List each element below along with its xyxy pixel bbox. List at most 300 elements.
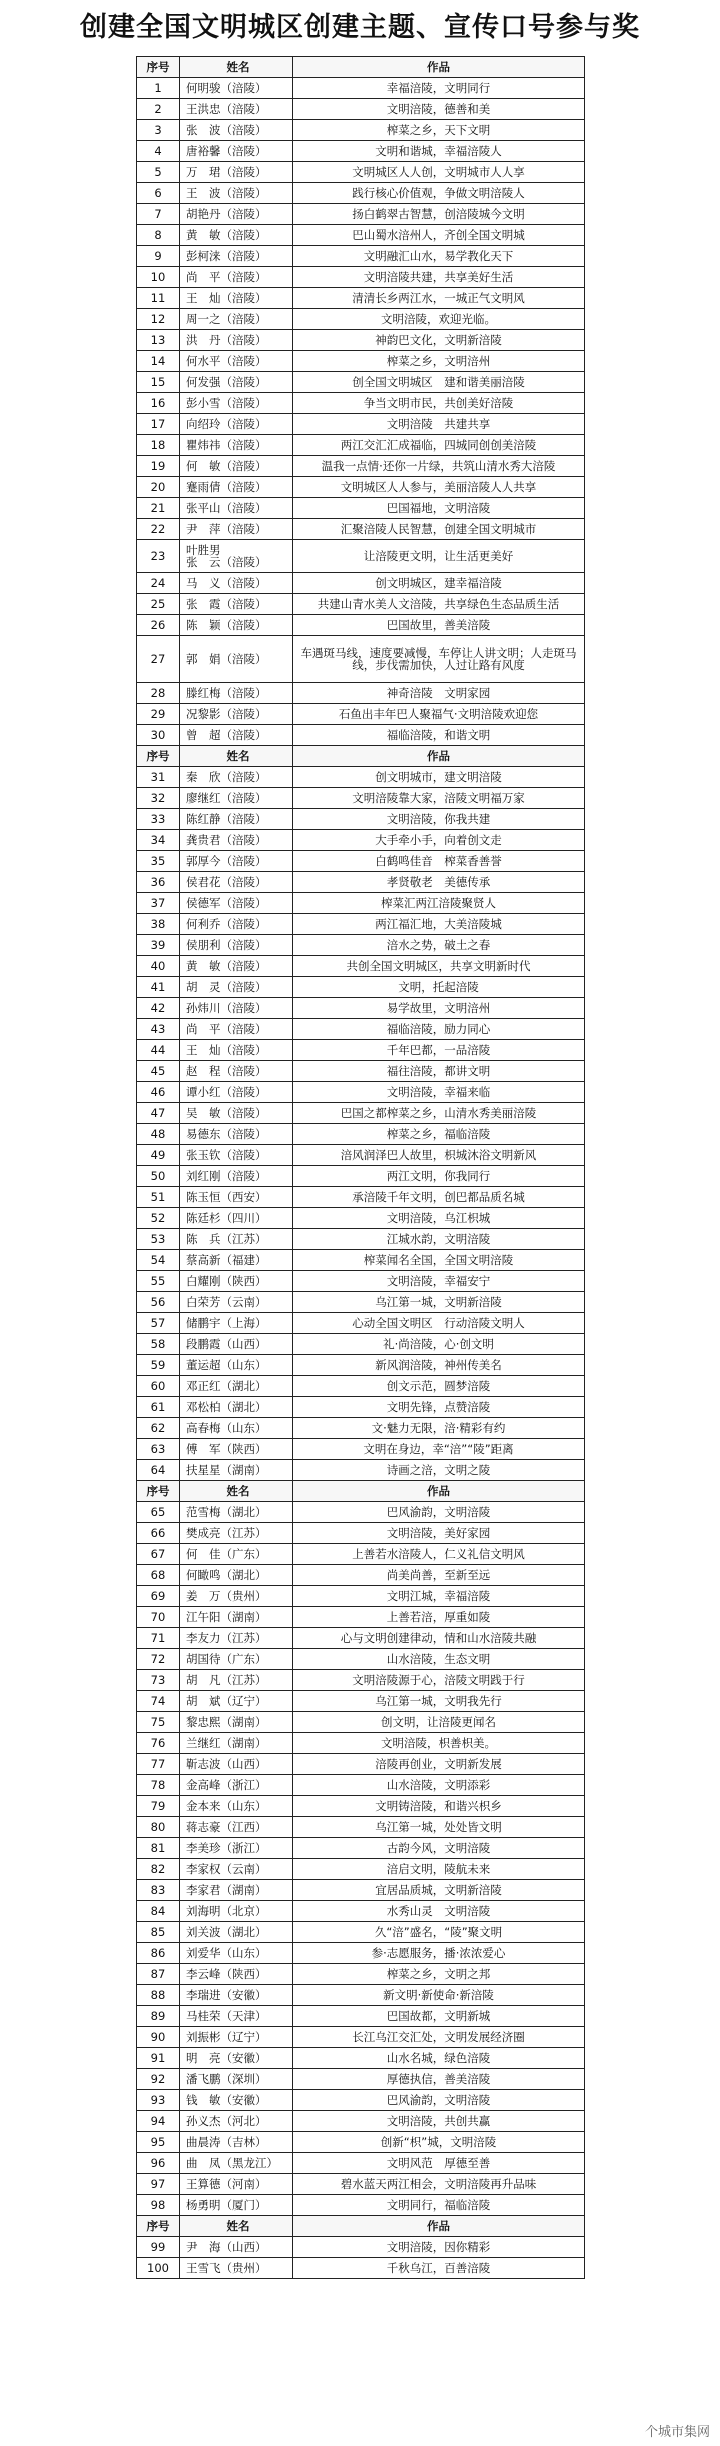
entrant-name: 滕红梅（涪陵） <box>180 683 293 704</box>
entrant-name: 孙义杰（河北） <box>180 2111 293 2132</box>
row-number: 35 <box>137 851 180 872</box>
slogan-work: 幸福涪陵，文明同行 <box>293 78 585 99</box>
slogan-work: 榨菜闻名全国，全国文明涪陵 <box>293 1250 585 1271</box>
table-row <box>137 1565 585 1586</box>
row-number: 7 <box>137 204 180 225</box>
slogan-work: 尚美尚善，至新至远 <box>293 1565 585 1586</box>
table-row <box>137 1691 585 1712</box>
entrant-name: 侯君花（涪陵） <box>180 872 293 893</box>
row-number: 4 <box>137 141 180 162</box>
slogan-work: 榨菜之乡，文明涪州 <box>293 351 585 372</box>
slogan-work: 厚德执信，善美涪陵 <box>293 2069 585 2090</box>
entrant-name: 刘关波（湖北） <box>180 1922 293 1943</box>
slogan-work: 两江交汇汇成福临，四城同创创美涪陵 <box>293 435 585 456</box>
row-number: 18 <box>137 435 180 456</box>
row-number: 71 <box>137 1628 180 1649</box>
table-row <box>137 1082 585 1103</box>
entrant-name: 储鹏宇（上海） <box>180 1313 293 1334</box>
entrant-name: 瞿炜祎（涪陵） <box>180 435 293 456</box>
entrant-name: 陈 颖（涪陵） <box>180 615 293 636</box>
slogan-work: 乌江第一城，处处皆文明 <box>293 1817 585 1838</box>
slogan-work: 温我一点情·还你一片绿，共筑山清水秀大涪陵 <box>293 456 585 477</box>
row-number: 36 <box>137 872 180 893</box>
row-number: 49 <box>137 1145 180 1166</box>
slogan-work: 古韵今风，文明涪陵 <box>293 1838 585 1859</box>
entrant-name: 李云峰（陕西） <box>180 1964 293 1985</box>
row-number: 66 <box>137 1523 180 1544</box>
header-num: 序号 <box>137 57 180 78</box>
slogan-work: 山水涪陵，生态文明 <box>293 1649 585 1670</box>
table-row <box>137 1775 585 1796</box>
table-row <box>137 2153 585 2174</box>
table-row <box>137 788 585 809</box>
table-header-row <box>137 57 585 78</box>
row-number: 69 <box>137 1586 180 1607</box>
row-number: 70 <box>137 1607 180 1628</box>
table-row <box>137 1124 585 1145</box>
row-number: 93 <box>137 2090 180 2111</box>
slogan-work: 心动全国文明区 行动涪陵文明人 <box>293 1313 585 1334</box>
row-number: 33 <box>137 809 180 830</box>
slogan-work: 山水名城，绿色涪陵 <box>293 2048 585 2069</box>
slogan-work: 文明涪陵，枳善枳美。 <box>293 1733 585 1754</box>
table-row <box>137 1334 585 1355</box>
slogan-work: 创文明城区，建幸福涪陵 <box>293 573 585 594</box>
row-number: 97 <box>137 2174 180 2195</box>
table-row <box>137 851 585 872</box>
table-row <box>137 2006 585 2027</box>
slogan-work: 文明涪陵，欢迎光临。 <box>293 309 585 330</box>
table-row <box>137 1922 585 1943</box>
slogan-work: 让涪陵更文明，让生活更美好 <box>293 540 585 573</box>
table-row <box>137 1271 585 1292</box>
slogan-work: 清清长乡两江水，一城正气文明风 <box>293 288 585 309</box>
entrant-name: 黎忠熙（湖南） <box>180 1712 293 1733</box>
site-watermark: 个城市集网 <box>644 2425 710 2440</box>
table-row <box>137 872 585 893</box>
slogan-work: 文明风范 厚德至善 <box>293 2153 585 2174</box>
entrant-name: 王洪忠（涪陵） <box>180 99 293 120</box>
slogan-work: 福临涪陵，和谐文明 <box>293 725 585 746</box>
entrant-name: 何瞰鸣（湖北） <box>180 1565 293 1586</box>
row-number: 1 <box>137 78 180 99</box>
entrant-name: 叶胜男 张 云（涪陵） <box>180 540 293 573</box>
row-number: 60 <box>137 1376 180 1397</box>
table-row <box>137 594 585 615</box>
slogan-work: 承涪陵千年文明，创巴都品质名城 <box>293 1187 585 1208</box>
table-row <box>137 1250 585 1271</box>
table-row <box>137 1712 585 1733</box>
entrant-name: 赵 程（涪陵） <box>180 1061 293 1082</box>
table-row <box>137 267 585 288</box>
table-row <box>137 704 585 725</box>
table-row <box>137 1040 585 1061</box>
slogan-work: 久“涪”盛名，“陵”聚文明 <box>293 1922 585 1943</box>
row-number: 62 <box>137 1418 180 1439</box>
entrant-name: 张 波（涪陵） <box>180 120 293 141</box>
slogan-work: 巴国故都，文明新城 <box>293 2006 585 2027</box>
entrant-name: 周一之（涪陵） <box>180 309 293 330</box>
row-number: 38 <box>137 914 180 935</box>
slogan-work: 榨菜之乡，福临涪陵 <box>293 1124 585 1145</box>
table-row <box>137 1292 585 1313</box>
entrant-name: 蒋志豪（江西） <box>180 1817 293 1838</box>
table-row <box>137 1880 585 1901</box>
table-header-row <box>137 746 585 767</box>
slogan-work: 共创全国文明城区，共享文明新时代 <box>293 956 585 977</box>
row-number: 61 <box>137 1397 180 1418</box>
entrant-name: 万 珺（涪陵） <box>180 162 293 183</box>
slogan-work: 文明城区人人创，文明城市人人享 <box>293 162 585 183</box>
entrant-name: 谭小红（涪陵） <box>180 1082 293 1103</box>
row-number: 84 <box>137 1901 180 1922</box>
entrant-name: 黄 敏（涪陵） <box>180 225 293 246</box>
entrant-name: 李家权（云南） <box>180 1859 293 1880</box>
entrant-name: 段鹏霞（山西） <box>180 1334 293 1355</box>
table-row <box>137 1901 585 1922</box>
entrant-name: 曲晨涛（吉林） <box>180 2132 293 2153</box>
entrant-name: 陈红静（涪陵） <box>180 809 293 830</box>
row-number: 82 <box>137 1859 180 1880</box>
row-number: 5 <box>137 162 180 183</box>
row-number: 74 <box>137 1691 180 1712</box>
header-name: 姓名 <box>180 1481 293 1502</box>
row-number: 8 <box>137 225 180 246</box>
table-row <box>137 78 585 99</box>
row-number: 45 <box>137 1061 180 1082</box>
entrant-name: 姜 万（贵州） <box>180 1586 293 1607</box>
row-number: 58 <box>137 1334 180 1355</box>
entrant-name: 尹 萍（涪陵） <box>180 519 293 540</box>
entrant-name: 尚 平（涪陵） <box>180 267 293 288</box>
entrant-name: 刘海明（北京） <box>180 1901 293 1922</box>
table-row <box>137 1460 585 1481</box>
slogan-work: 文明，托起涪陵 <box>293 977 585 998</box>
table-row <box>137 1649 585 1670</box>
table-row <box>137 767 585 788</box>
row-number: 13 <box>137 330 180 351</box>
entrant-name: 胡 凡（江苏） <box>180 1670 293 1691</box>
row-number: 56 <box>137 1292 180 1313</box>
row-number: 73 <box>137 1670 180 1691</box>
slogan-work: 白鹤鸣佳音 榨菜香善誉 <box>293 851 585 872</box>
table-row <box>137 573 585 594</box>
entrant-name: 江午阳（湖南） <box>180 1607 293 1628</box>
table-row <box>137 1607 585 1628</box>
row-number: 99 <box>137 2237 180 2258</box>
table-header-row <box>137 1481 585 1502</box>
table-row <box>137 498 585 519</box>
row-number: 95 <box>137 2132 180 2153</box>
slogan-work: 文明先锋，点赞涪陵 <box>293 1397 585 1418</box>
entrant-name: 彭柯涞（涪陵） <box>180 246 293 267</box>
slogan-work: 乌江第一城，文明新涪陵 <box>293 1292 585 1313</box>
table-row <box>137 1523 585 1544</box>
entrant-name: 蹇雨倩（涪陵） <box>180 477 293 498</box>
slogan-work: 山水涪陵，文明添彩 <box>293 1775 585 1796</box>
slogan-work: 创全国文明城区 建和谐美丽涪陵 <box>293 372 585 393</box>
table-row <box>137 519 585 540</box>
row-number: 64 <box>137 1460 180 1481</box>
entrant-name: 王 灿（涪陵） <box>180 288 293 309</box>
row-number: 87 <box>137 1964 180 1985</box>
table-row <box>137 1502 585 1523</box>
row-number: 90 <box>137 2027 180 2048</box>
entrant-name: 胡 灵（涪陵） <box>180 977 293 998</box>
slogan-work: 心与文明创建律动，情和山水涪陵共融 <box>293 1628 585 1649</box>
table-row <box>137 435 585 456</box>
entrant-name: 明 亮（安徽） <box>180 2048 293 2069</box>
table-row <box>137 809 585 830</box>
table-row <box>137 998 585 1019</box>
table-row <box>137 456 585 477</box>
row-number: 88 <box>137 1985 180 2006</box>
row-number: 50 <box>137 1166 180 1187</box>
slogan-work: 争当文明市民，共创美好涪陵 <box>293 393 585 414</box>
row-number: 26 <box>137 615 180 636</box>
table-row <box>137 1145 585 1166</box>
slogan-work: 文明涪陵，幸福安宁 <box>293 1271 585 1292</box>
table-row <box>137 1103 585 1124</box>
entrant-name: 潘飞鹏（深圳） <box>180 2069 293 2090</box>
entrant-name: 蔡高新（福建） <box>180 1250 293 1271</box>
table-row <box>137 1208 585 1229</box>
header-name: 姓名 <box>180 2216 293 2237</box>
slogan-work: 创文明城市，建文明涪陵 <box>293 767 585 788</box>
row-number: 6 <box>137 183 180 204</box>
entrant-name: 扶星星（湖南） <box>180 1460 293 1481</box>
header-name: 姓名 <box>180 57 293 78</box>
table-row <box>137 204 585 225</box>
slogan-work: 乌江第一城，文明我先行 <box>293 1691 585 1712</box>
table-row <box>137 683 585 704</box>
table-row <box>137 330 585 351</box>
slogan-work: 文明涪陵，共创共赢 <box>293 2111 585 2132</box>
row-number: 67 <box>137 1544 180 1565</box>
table-row <box>137 2027 585 2048</box>
slogan-work: 文明涪陵，乌江枳城 <box>293 1208 585 1229</box>
row-number: 92 <box>137 2069 180 2090</box>
row-number: 15 <box>137 372 180 393</box>
row-number: 100 <box>137 2258 180 2279</box>
entrant-name: 王雪飞（贵州） <box>180 2258 293 2279</box>
row-number: 39 <box>137 935 180 956</box>
slogan-work: 涪风润泽巴人故里，枳城沐浴文明新风 <box>293 1145 585 1166</box>
slogan-work: 大手牵小手，向着创文走 <box>293 830 585 851</box>
slogan-work: 文明涪陵，因你精彩 <box>293 2237 585 2258</box>
entrant-name: 钱 敏（安徽） <box>180 2090 293 2111</box>
entrant-name: 郭 娟（涪陵） <box>180 636 293 683</box>
row-number: 10 <box>137 267 180 288</box>
entrant-name: 李美珍（浙江） <box>180 1838 293 1859</box>
table-row <box>137 2048 585 2069</box>
entrant-name: 陈廷杉（四川） <box>180 1208 293 1229</box>
slogan-work: 两江福汇地，大美涪陵城 <box>293 914 585 935</box>
row-number: 52 <box>137 1208 180 1229</box>
entrant-name: 陈玉恒（西安） <box>180 1187 293 1208</box>
entrant-name: 向绍玲（涪陵） <box>180 414 293 435</box>
row-number: 63 <box>137 1439 180 1460</box>
table-row <box>137 935 585 956</box>
table-row <box>137 414 585 435</box>
entrant-name: 傅 军（陕西） <box>180 1439 293 1460</box>
table-row <box>137 1817 585 1838</box>
slogan-work: 文明在身边，幸“涪”“陵”距离 <box>293 1439 585 1460</box>
table-row <box>137 1733 585 1754</box>
table-row <box>137 1229 585 1250</box>
entrant-name: 陈 兵（江苏） <box>180 1229 293 1250</box>
row-number: 94 <box>137 2111 180 2132</box>
entrant-name: 吴 敏（涪陵） <box>180 1103 293 1124</box>
table-row <box>137 2174 585 2195</box>
slogan-work: 涪陵再创业，文明新发展 <box>293 1754 585 1775</box>
row-number: 79 <box>137 1796 180 1817</box>
slogan-work: 文明融汇山水，易学教化天下 <box>293 246 585 267</box>
row-number: 91 <box>137 2048 180 2069</box>
entrant-name: 孙炜川（涪陵） <box>180 998 293 1019</box>
slogan-work: 涪水之势，破土之春 <box>293 935 585 956</box>
slogan-work: 创文明，让涪陵更闻名 <box>293 1712 585 1733</box>
slogan-work: 碧水蓝天两江相会，文明涪陵再升品味 <box>293 2174 585 2195</box>
entrant-name: 白耀刚（陕西） <box>180 1271 293 1292</box>
table-row <box>137 2258 585 2279</box>
entrant-name: 黄 敏（涪陵） <box>180 956 293 977</box>
row-number: 34 <box>137 830 180 851</box>
row-number: 80 <box>137 1817 180 1838</box>
table-row <box>137 120 585 141</box>
header-num: 序号 <box>137 1481 180 1502</box>
slogan-work: 福往涪陵，都讲文明 <box>293 1061 585 1082</box>
slogan-work: 孝贤敬老 美德传承 <box>293 872 585 893</box>
row-number: 29 <box>137 704 180 725</box>
slogan-work: 文明涪陵，德善和美 <box>293 99 585 120</box>
slogan-work: 礼·尚涪陵，心·创文明 <box>293 1334 585 1355</box>
entrant-name: 彭小雪（涪陵） <box>180 393 293 414</box>
slogan-work: 文明铸涪陵，和谐兴枳乡 <box>293 1796 585 1817</box>
row-number: 72 <box>137 1649 180 1670</box>
table-row <box>137 1838 585 1859</box>
row-number: 85 <box>137 1922 180 1943</box>
row-number: 43 <box>137 1019 180 1040</box>
table-row <box>137 725 585 746</box>
entrant-name: 何明骏（涪陵） <box>180 78 293 99</box>
entrant-name: 杨勇明（厦门） <box>180 2195 293 2216</box>
header-work: 作品 <box>293 746 585 767</box>
table-row <box>137 1544 585 1565</box>
slogan-work: 文明江城，幸福涪陵 <box>293 1586 585 1607</box>
entrant-name: 何水平（涪陵） <box>180 351 293 372</box>
table-row <box>137 1985 585 2006</box>
entrant-name: 胡国待（广东） <box>180 1649 293 1670</box>
entrant-name: 马桂荣（天津） <box>180 2006 293 2027</box>
table-row <box>137 977 585 998</box>
entrant-name: 樊成亮（江苏） <box>180 1523 293 1544</box>
entrant-name: 金高峰（浙江） <box>180 1775 293 1796</box>
header-work: 作品 <box>293 2216 585 2237</box>
table-row <box>137 309 585 330</box>
table-row <box>137 830 585 851</box>
slogan-work: 文明涪陵，你我共建 <box>293 809 585 830</box>
entrant-name: 廖继红（涪陵） <box>180 788 293 809</box>
table-row <box>137 540 585 573</box>
row-number: 65 <box>137 1502 180 1523</box>
slogan-work: 石鱼出丰年巴人聚福气·文明涪陵欢迎您 <box>293 704 585 725</box>
table-row <box>137 1397 585 1418</box>
entrant-name: 高春梅（山东） <box>180 1418 293 1439</box>
entrant-name: 尹 海（山西） <box>180 2237 293 2258</box>
table-row <box>137 1796 585 1817</box>
entrant-name: 张平山（涪陵） <box>180 498 293 519</box>
table-row <box>137 615 585 636</box>
slogan-work: 千年巴都，一品涪陵 <box>293 1040 585 1061</box>
slogan-work: 文明涪陵，美好家园 <box>293 1523 585 1544</box>
row-number: 31 <box>137 767 180 788</box>
table-row <box>137 1166 585 1187</box>
entrant-name: 胡 斌（辽宁） <box>180 1691 293 1712</box>
slogan-work: 参·志愿服务，播·浓浓爱心 <box>293 1943 585 1964</box>
slogan-work: 福临涪陵，励力同心 <box>293 1019 585 1040</box>
table-row <box>137 1376 585 1397</box>
row-number: 32 <box>137 788 180 809</box>
table-row <box>137 1439 585 1460</box>
table-row <box>137 1355 585 1376</box>
entrant-name: 王算德（河南） <box>180 2174 293 2195</box>
entrant-name: 何发强（涪陵） <box>180 372 293 393</box>
table-row <box>137 1964 585 1985</box>
row-number: 96 <box>137 2153 180 2174</box>
row-number: 41 <box>137 977 180 998</box>
entrant-name: 邓正红（湖北） <box>180 1376 293 1397</box>
table-row <box>137 956 585 977</box>
entrant-name: 尚 平（涪陵） <box>180 1019 293 1040</box>
row-number: 40 <box>137 956 180 977</box>
table-row <box>137 1754 585 1775</box>
row-number: 48 <box>137 1124 180 1145</box>
table-row <box>137 477 585 498</box>
slogan-work: 新文明·新使命·新涪陵 <box>293 1985 585 2006</box>
slogan-work: 江城水韵，文明涪陵 <box>293 1229 585 1250</box>
slogan-work: 文明涪陵，幸福来临 <box>293 1082 585 1103</box>
table-row <box>137 636 585 683</box>
entrant-name: 范雪梅（湖北） <box>180 1502 293 1523</box>
row-number: 9 <box>137 246 180 267</box>
entrant-name: 唐裕馨（涪陵） <box>180 141 293 162</box>
header-work: 作品 <box>293 57 585 78</box>
entrant-name: 刘爱华（山东） <box>180 1943 293 1964</box>
slogan-work: 榨菜之乡，天下文明 <box>293 120 585 141</box>
row-number: 21 <box>137 498 180 519</box>
row-number: 27 <box>137 636 180 683</box>
row-number: 42 <box>137 998 180 1019</box>
slogan-work: 扬白鹤翠古智慧，创涪陵城今文明 <box>293 204 585 225</box>
slogan-work: 千秋乌江，百善涪陵 <box>293 2258 585 2279</box>
entrant-name: 何 敏（涪陵） <box>180 456 293 477</box>
row-number: 98 <box>137 2195 180 2216</box>
entrant-name: 兰继红（湖南） <box>180 1733 293 1754</box>
table-row <box>137 183 585 204</box>
row-number: 2 <box>137 99 180 120</box>
slogan-work: 神奇涪陵 文明家园 <box>293 683 585 704</box>
table-row <box>137 2195 585 2216</box>
slogan-work: 文明和谐城，幸福涪陵人 <box>293 141 585 162</box>
row-number: 55 <box>137 1271 180 1292</box>
slogan-work: 上善若涪，厚重如陵 <box>293 1607 585 1628</box>
row-number: 30 <box>137 725 180 746</box>
slogan-work: 上善若水涪陵人，仁义礼信文明风 <box>293 1544 585 1565</box>
row-number: 28 <box>137 683 180 704</box>
entrant-name: 曲 凤（黑龙江） <box>180 2153 293 2174</box>
row-number: 46 <box>137 1082 180 1103</box>
